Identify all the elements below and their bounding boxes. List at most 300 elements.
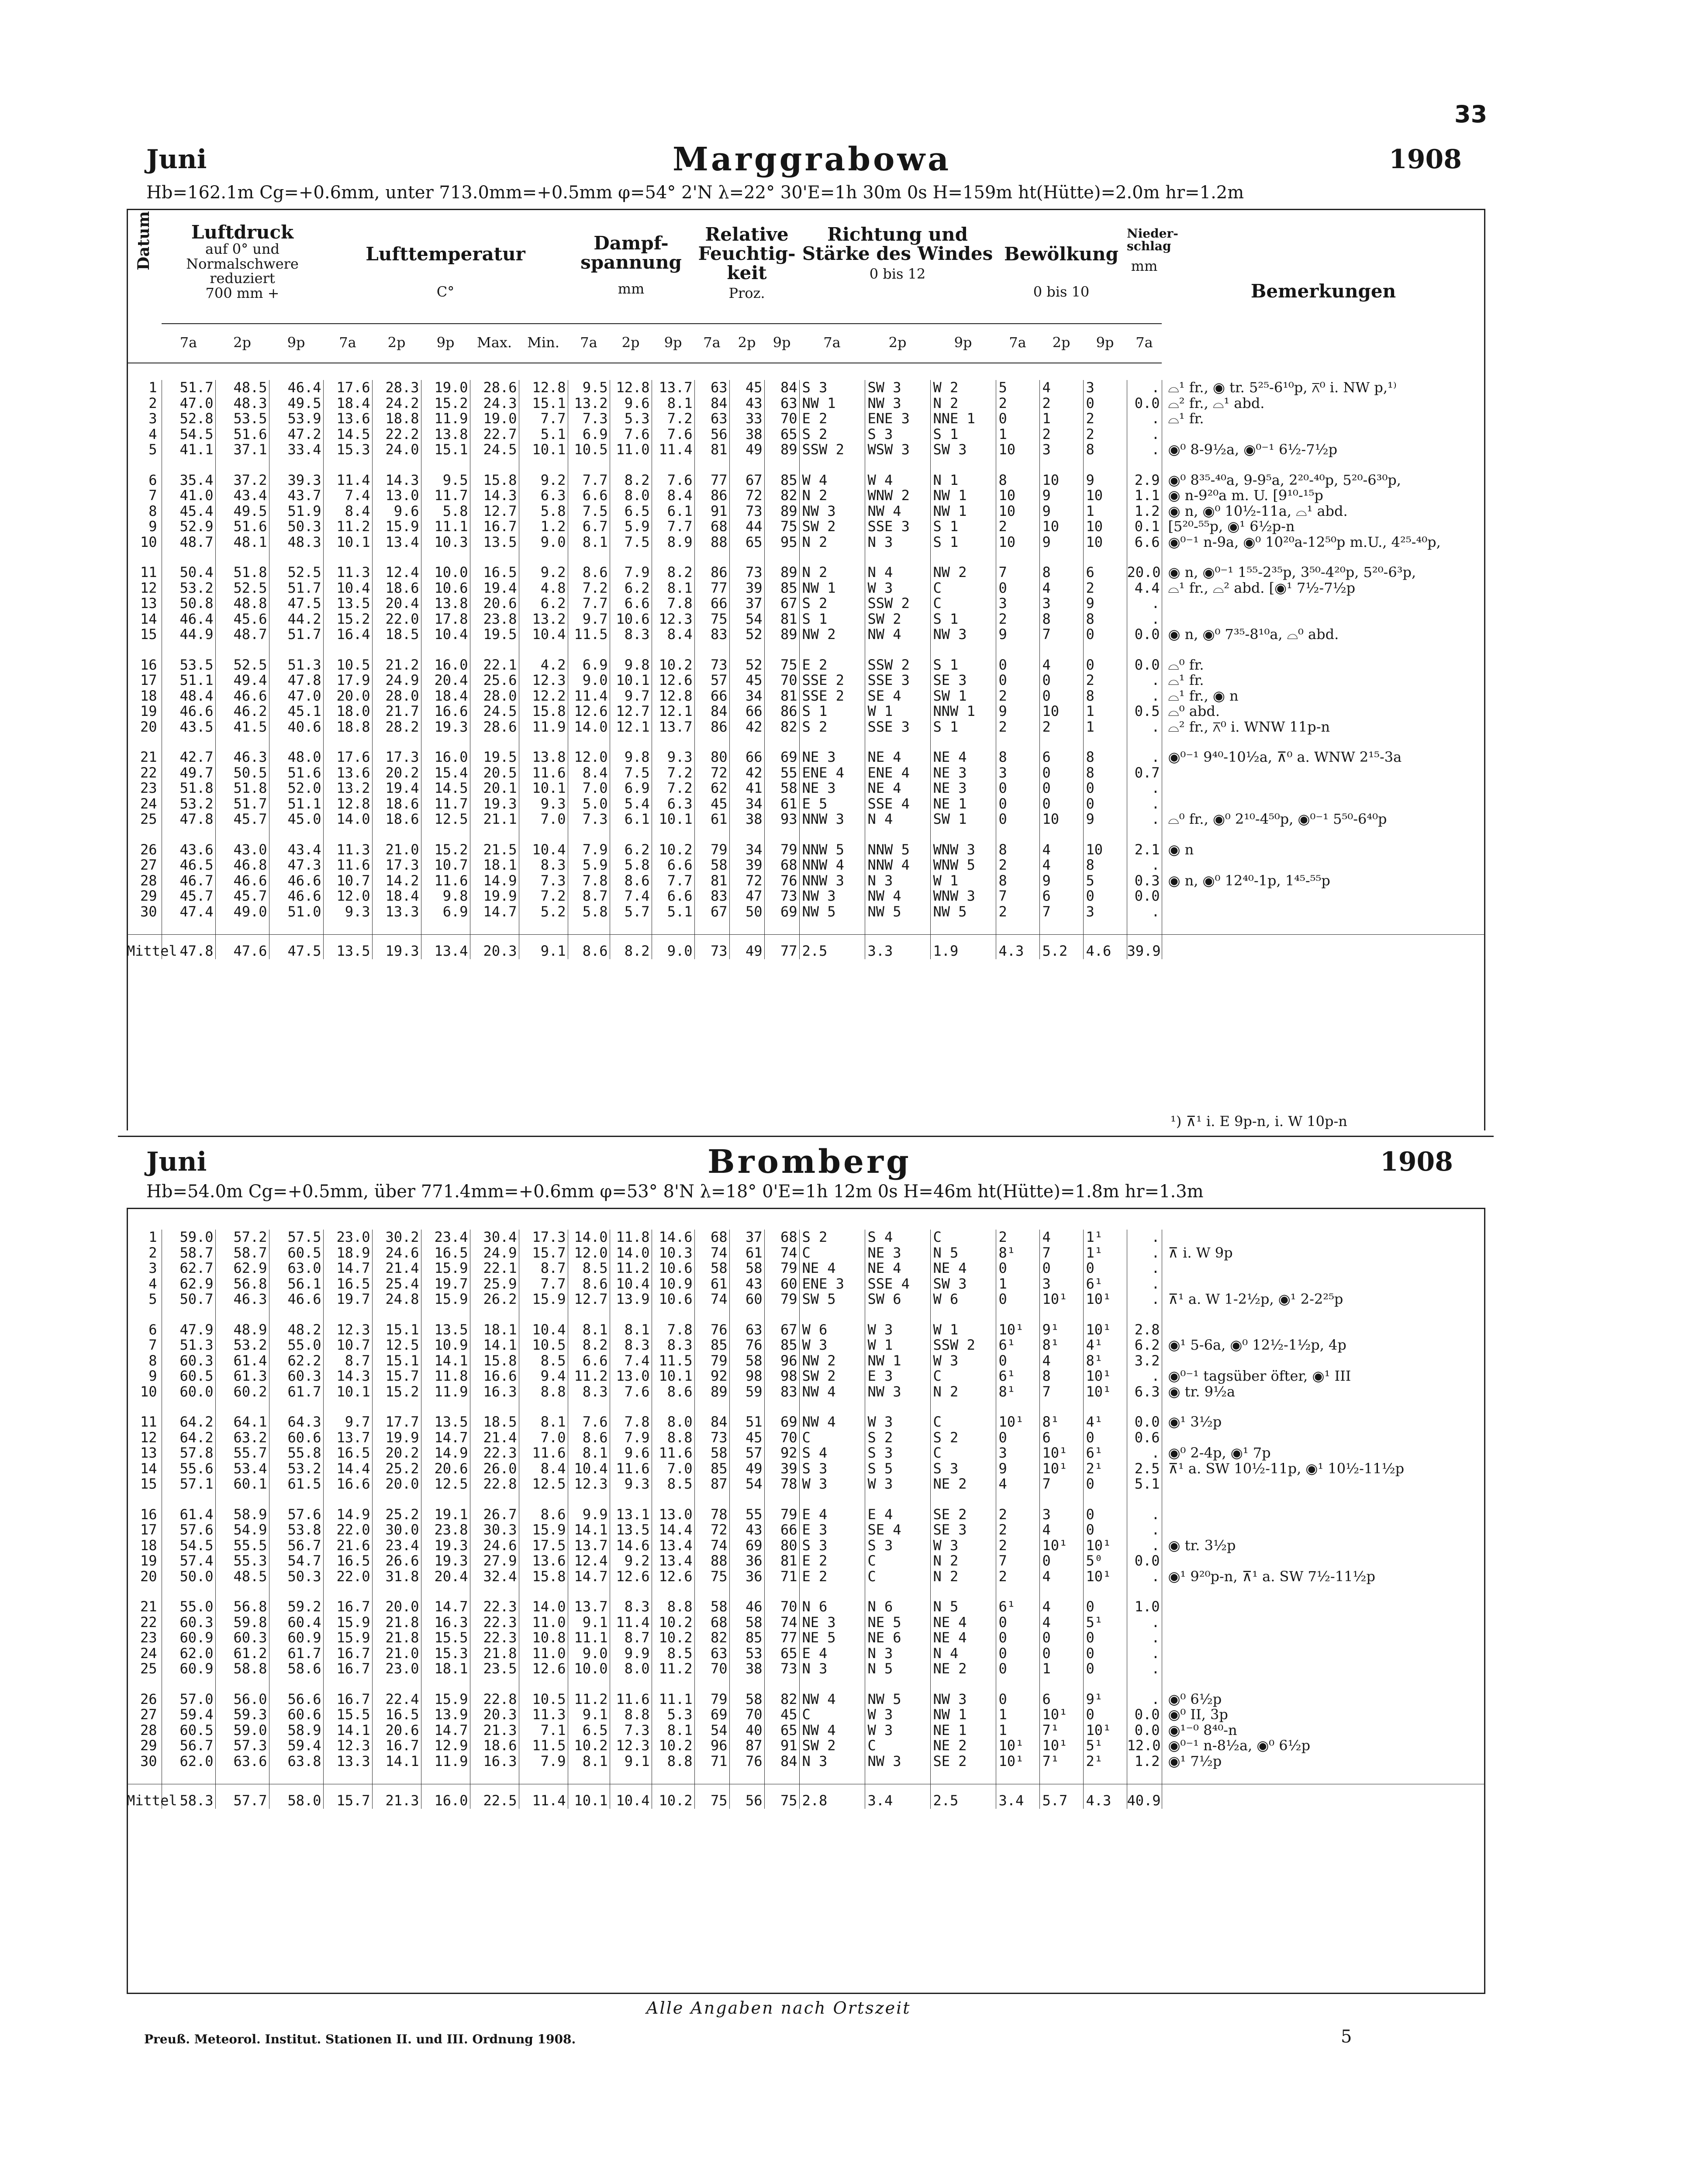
bromberg-cell: 25.4	[372, 1276, 421, 1292]
marggrabowa-cell: 83	[694, 888, 729, 904]
marggrabowa-cell: 20.0	[1127, 565, 1162, 581]
bromberg-cell: 4	[996, 1476, 1039, 1507]
bromberg-cell: S 4	[799, 1445, 865, 1461]
bromberg-cell: 13.1	[610, 1507, 652, 1523]
marggrabowa-cell: 10	[996, 442, 1039, 473]
bromberg-cell: 0	[1039, 1646, 1083, 1662]
marggrabowa-cell: 77	[764, 935, 799, 959]
marggrabowa-cell: 70	[764, 411, 799, 427]
marggrabowa-cell: 12.2	[519, 688, 568, 704]
marggrabowa-cell: NE 1	[930, 796, 996, 812]
bromberg-cell: 43	[729, 1522, 764, 1538]
bromberg-cell: 84	[764, 1754, 799, 1784]
bromberg-cell: 14.0	[610, 1245, 652, 1261]
bromberg-cell: 4	[1039, 1569, 1083, 1600]
bromberg-cell: 13.3	[323, 1754, 372, 1784]
marggrabowa-cell: 44.9	[162, 627, 215, 657]
marggrabowa-cell: 6.6	[1127, 535, 1162, 565]
marggrabowa-cell: 28.0	[372, 688, 421, 704]
bromberg-cell: 60.9	[162, 1661, 215, 1692]
bromberg-cell: 57.6	[269, 1507, 323, 1523]
bromberg-cell: 0	[1083, 1707, 1127, 1723]
bromberg-cell: 18.1	[470, 1322, 519, 1338]
dampf-unit: mm	[618, 280, 645, 297]
marggrabowa-cell: 11.0	[610, 442, 652, 473]
marggrabowa-cell: 18.6	[372, 812, 421, 842]
table-row	[127, 596, 1485, 612]
marggrabowa-cell: .	[1127, 719, 1162, 750]
marggrabowa-cell: 7.7	[652, 519, 694, 535]
marggrabowa-cell: 86	[694, 488, 729, 504]
bromberg-cell: 7.8	[652, 1322, 694, 1338]
bromberg-cell: 10¹	[1039, 1445, 1083, 1461]
bromberg-cell: 7	[996, 1553, 1039, 1569]
bromberg-cell: SE 4	[865, 1522, 930, 1538]
table-row	[127, 904, 1485, 935]
bromberg-cell: 22.8	[470, 1692, 519, 1707]
bromberg-cell: SE 3	[930, 1522, 996, 1538]
sub-luftdruck-2p: 2p	[233, 334, 251, 351]
marggrabowa-cell: 0	[996, 781, 1039, 796]
marggrabowa-cell: 12	[127, 581, 162, 596]
marggrabowa-cell: 6.9	[421, 904, 470, 935]
bromberg-cell: 10¹	[1083, 1384, 1127, 1415]
marggrabowa-cell: 17.9	[323, 673, 372, 688]
marggrabowa-cell: 51.7	[269, 627, 323, 657]
bromberg-cell: 7.8	[610, 1414, 652, 1430]
marggrabowa-cell: 4	[1039, 842, 1083, 858]
bromberg-cell: ◉¹ 9²⁰p-n, ⊼¹ a. SW 7½-11½p	[1162, 1569, 1485, 1600]
bromberg-cell: 6¹	[996, 1599, 1039, 1615]
marggrabowa-cell: 6.3	[519, 488, 568, 504]
bromberg-cell: 9	[996, 1461, 1039, 1477]
table-row	[127, 1430, 1485, 1446]
marggrabowa-cell: 10.4	[519, 842, 568, 858]
marggrabowa-cell: 1	[1083, 719, 1127, 750]
bromberg-cell: 10.9	[652, 1276, 694, 1292]
bromberg-cell: S 3	[865, 1445, 930, 1461]
bromberg-cell: 14.7	[421, 1723, 470, 1738]
bromberg-cell: 21.8	[372, 1630, 421, 1646]
marggrabowa-cell: NNW 5	[865, 842, 930, 858]
marggrabowa-cell: 6.1	[610, 812, 652, 842]
bromberg-cell: .	[1127, 1692, 1162, 1707]
marggrabowa-cell: 49.5	[215, 504, 269, 519]
bromberg-cell: 2.5	[930, 1784, 996, 1809]
bromberg-cell: 7.6	[568, 1414, 610, 1430]
marggrabowa-cell: 13.5	[470, 535, 519, 565]
bromberg-cell: 8.5	[652, 1646, 694, 1662]
bromberg-cell: 3	[1039, 1507, 1083, 1523]
bromberg-cell: 23.8	[421, 1522, 470, 1538]
bromberg-cell: 13.9	[610, 1292, 652, 1322]
marggrabowa-cell: NE 3	[799, 781, 865, 796]
bromberg-cell: 11	[127, 1414, 162, 1430]
marggrabowa-cell: 10.5	[568, 442, 610, 473]
bromberg-cell: 58	[729, 1692, 764, 1707]
marggrabowa-cell: C	[930, 596, 996, 612]
table-row	[127, 1599, 1485, 1615]
bromberg-cell: 10.4	[610, 1784, 652, 1809]
bromberg-cell: .	[1127, 1261, 1162, 1276]
bromberg-cell: 14.0	[519, 1599, 568, 1615]
marggrabowa-cell: 6.9	[568, 427, 610, 442]
bromberg-cell: 60.5	[269, 1245, 323, 1261]
marggrabowa-cell: 89	[764, 627, 799, 657]
marggrabowa-cell: 22	[127, 765, 162, 781]
marggrabowa-cell: 4	[1039, 581, 1083, 596]
marggrabowa-cell: ◉⁰ 8-9½a, ◉⁰⁻¹ 6½-7½p	[1162, 442, 1485, 473]
marggrabowa-cell: 0	[996, 673, 1039, 688]
bromberg-cell: 9.9	[610, 1646, 652, 1662]
bromberg-cell: 62.7	[162, 1261, 215, 1276]
marggrabowa-cell: 8.0	[610, 488, 652, 504]
marggrabowa-cell: SE 3	[930, 673, 996, 688]
marggrabowa-cell: 8.1	[568, 535, 610, 565]
bromberg-cell: 56.1	[269, 1276, 323, 1292]
bromberg-cell: ◉¹ 7½p	[1162, 1754, 1485, 1784]
bromberg-cell: 65	[764, 1723, 799, 1738]
marggrabowa-cell: 8.2	[610, 935, 652, 959]
table-row	[127, 1245, 1485, 1261]
bromberg-cell: 57	[729, 1445, 764, 1461]
table-row	[127, 565, 1485, 581]
marggrabowa-cell: 9.8	[421, 888, 470, 904]
bromberg-cell	[1162, 1615, 1485, 1631]
marggrabowa-cell: 50.8	[162, 596, 215, 612]
marggrabowa-cell: 24.3	[470, 396, 519, 411]
marggrabowa-cell: 41.1	[162, 442, 215, 473]
marggrabowa-cell: 3.3	[865, 935, 930, 959]
bromberg-cell: 55.6	[162, 1461, 215, 1477]
marggrabowa-cell: 84	[694, 704, 729, 719]
bromberg-cell: 62.0	[162, 1754, 215, 1784]
marggrabowa-cell: 8.4	[652, 488, 694, 504]
bromberg-cell: 25.2	[372, 1507, 421, 1523]
marggrabowa-cell: 52.5	[215, 657, 269, 673]
marggrabowa-cell: .	[1127, 857, 1162, 873]
bromberg-cell: 61.2	[215, 1646, 269, 1662]
bromberg-cell: 1¹	[1083, 1245, 1127, 1261]
footer-institute: Preuß. Meteorol. Institut. Stationen II. und III. Ordnung 1908.	[144, 2032, 576, 2046]
bromberg-cell: N 2	[930, 1569, 996, 1600]
bromberg-cell	[1162, 1646, 1485, 1662]
marggrabowa-cell: C	[930, 581, 996, 596]
bromberg-cell	[1162, 1476, 1485, 1507]
marggrabowa-cell: 10.5	[323, 657, 372, 673]
bromberg-cell: 15.9	[519, 1292, 568, 1322]
marggrabowa-cell: 67	[694, 904, 729, 935]
marggrabowa-cell: 10.3	[421, 535, 470, 565]
marggrabowa-cell: SE 4	[865, 688, 930, 704]
bromberg-cell: 18.5	[470, 1414, 519, 1430]
marggrabowa-cell: 7.9	[568, 842, 610, 858]
table-row	[127, 842, 1485, 858]
marggrabowa-cell: 13.8	[421, 427, 470, 442]
marggrabowa-cell: 0	[996, 657, 1039, 673]
bromberg-cell: 10¹	[1039, 1461, 1083, 1477]
marggrabowa-cell: 5	[127, 442, 162, 473]
marggrabowa-cell: 63	[764, 396, 799, 411]
marggrabowa-cell: 11.7	[421, 796, 470, 812]
bromberg-cell: 1	[996, 1276, 1039, 1292]
bromberg-cell: 21.0	[372, 1646, 421, 1662]
bromberg-cell: 9¹	[1039, 1322, 1083, 1338]
bromberg-cell: 21.3	[470, 1723, 519, 1738]
marggrabowa-cell: 40.6	[269, 719, 323, 750]
marggrabowa-cell: 9	[1039, 488, 1083, 504]
marggrabowa-cell: 39	[729, 857, 764, 873]
bromberg-cell: 22	[127, 1615, 162, 1631]
bromberg-cell: 8.0	[652, 1414, 694, 1430]
bromberg-cell: 15.5	[323, 1707, 372, 1723]
data-table-bromberg	[127, 1230, 1485, 1809]
bromberg-cell: 19.9	[372, 1430, 421, 1446]
bromberg-cell: 63.2	[215, 1430, 269, 1446]
bromberg-cell: E 2	[799, 1553, 865, 1569]
bromberg-cell: 14.3	[323, 1368, 372, 1384]
bromberg-cell: 57.7	[215, 1784, 269, 1809]
marggrabowa-cell: 83	[694, 627, 729, 657]
marggrabowa-cell: 89	[764, 565, 799, 581]
bromberg-cell: 15.2	[372, 1384, 421, 1415]
marggrabowa-cell: W 2	[930, 380, 996, 396]
marggrabowa-cell: 50.4	[162, 565, 215, 581]
bromberg-cell: 0.0	[1127, 1723, 1162, 1738]
bromberg-cell: SW 5	[799, 1292, 865, 1322]
table-row	[127, 1261, 1485, 1276]
marggrabowa-cell: 45.1	[269, 704, 323, 719]
marggrabowa-cell: S 1	[930, 519, 996, 535]
marggrabowa-cell: SSE 4	[865, 796, 930, 812]
marggrabowa-cell: 18.1	[470, 857, 519, 873]
bromberg-cell: 2¹	[1083, 1754, 1127, 1784]
marggrabowa-cell: S 1	[930, 657, 996, 673]
table-row	[127, 1553, 1485, 1569]
bromberg-cell: 1	[996, 1707, 1039, 1723]
marggrabowa-cell: 12.3	[519, 673, 568, 688]
bromberg-cell: 32.4	[470, 1569, 519, 1600]
bromberg-cell: 27.9	[470, 1553, 519, 1569]
marggrabowa-cell: 48.4	[162, 688, 215, 704]
bromberg-cell: 64.1	[215, 1414, 269, 1430]
marggrabowa-cell: E 5	[799, 796, 865, 812]
marggrabowa-cell: 13.6	[323, 765, 372, 781]
marggrabowa-cell: WNW 2	[865, 488, 930, 504]
bromberg-cell: 8.8	[652, 1430, 694, 1446]
bromberg-cell: 46	[729, 1599, 764, 1615]
bromberg-cell: 10¹	[1083, 1292, 1127, 1322]
year-label-1: 1908	[1389, 144, 1462, 175]
bromberg-cell: 55.7	[215, 1445, 269, 1461]
marggrabowa-cell	[1162, 427, 1485, 442]
marggrabowa-cell: 12.7	[610, 704, 652, 719]
marggrabowa-cell: 10.6	[610, 612, 652, 627]
table-row	[127, 581, 1485, 596]
marggrabowa-cell: 19.3	[372, 935, 421, 959]
bromberg-cell: 27	[127, 1707, 162, 1723]
bromberg-cell: 57.1	[162, 1476, 215, 1507]
sub-feuchte-2p: 2p	[738, 334, 756, 351]
marggrabowa-cell: 0	[1083, 888, 1127, 904]
marggrabowa-cell: 17.3	[372, 857, 421, 873]
bromberg-cell: C	[930, 1230, 996, 1245]
bromberg-cell: .	[1127, 1630, 1162, 1646]
marggrabowa-cell: 10	[1039, 519, 1083, 535]
marggrabowa-cell: 19.9	[470, 888, 519, 904]
bromberg-cell: 10¹	[996, 1414, 1039, 1430]
marggrabowa-cell: 21.1	[470, 812, 519, 842]
marggrabowa-cell: 46.7	[162, 873, 215, 889]
bromberg-cell: 50.7	[162, 1292, 215, 1322]
marggrabowa-cell: W 4	[799, 473, 865, 488]
marggrabowa-cell: 16.5	[470, 565, 519, 581]
bromberg-cell: 3.2	[1127, 1353, 1162, 1369]
marggrabowa-cell: 9.5	[568, 380, 610, 396]
bromberg-cell: 16.5	[323, 1553, 372, 1569]
marggrabowa-cell: 7.7	[568, 596, 610, 612]
marggrabowa-cell: 16.0	[421, 750, 470, 765]
marggrabowa-cell: 10.4	[421, 627, 470, 657]
marggrabowa-cell: 38	[729, 812, 764, 842]
bromberg-cell: 20.0	[372, 1599, 421, 1615]
marggrabowa-cell: 8.4	[323, 504, 372, 519]
marggrabowa-cell: SSE 2	[799, 688, 865, 704]
marggrabowa-cell: 19.0	[470, 411, 519, 427]
marggrabowa-cell: 52.9	[162, 519, 215, 535]
bromberg-cell: 22.0	[323, 1522, 372, 1538]
bromberg-cell: NW 3	[865, 1384, 930, 1415]
bromberg-cell: 57.2	[215, 1230, 269, 1245]
month-label-2: Juni	[146, 1147, 207, 1177]
marggrabowa-cell: ⌓² fr., ⊼⁰ i. WNW 11p-n	[1162, 719, 1485, 750]
marggrabowa-cell: 10	[1039, 812, 1083, 842]
marggrabowa-cell: W 3	[865, 581, 930, 596]
table-row	[127, 1322, 1485, 1338]
bromberg-cell: 10.2	[568, 1738, 610, 1754]
marggrabowa-cell: 7	[996, 565, 1039, 581]
bromberg-cell: 7.0	[519, 1430, 568, 1446]
bromberg-cell: 8.5	[519, 1353, 568, 1369]
bromberg-cell: 4	[1039, 1522, 1083, 1538]
marggrabowa-cell: 89	[764, 504, 799, 519]
bromberg-cell: 26.2	[470, 1292, 519, 1322]
marggrabowa-cell: N 2	[799, 488, 865, 504]
marggrabowa-cell: 76	[764, 873, 799, 889]
bromberg-cell: 38	[729, 1661, 764, 1692]
marggrabowa-cell	[1162, 765, 1485, 781]
marggrabowa-cell: 2.1	[1127, 842, 1162, 858]
bromberg-cell: 8¹	[1039, 1414, 1083, 1430]
bromberg-cell: 58.7	[162, 1245, 215, 1261]
marggrabowa-cell: 2	[996, 857, 1039, 873]
marggrabowa-cell: 45.7	[215, 812, 269, 842]
bromberg-cell: 8.7	[519, 1261, 568, 1276]
bromberg-cell: 22.5	[470, 1784, 519, 1809]
bromberg-cell: 22.8	[470, 1476, 519, 1507]
marggrabowa-cell: 48.8	[215, 596, 269, 612]
marggrabowa-cell: 34	[729, 796, 764, 812]
bromberg-cell: 10¹	[1083, 1569, 1127, 1600]
marggrabowa-cell: 11.3	[323, 842, 372, 858]
marggrabowa-cell: 53.9	[269, 411, 323, 427]
marggrabowa-cell: 21	[127, 750, 162, 765]
marggrabowa-cell: 50	[729, 904, 764, 935]
marggrabowa-cell: 14.2	[372, 873, 421, 889]
bromberg-cell: 46.6	[269, 1292, 323, 1322]
marggrabowa-cell: 12.0	[323, 888, 372, 904]
marggrabowa-cell: 11.6	[421, 873, 470, 889]
bromberg-cell: 7¹	[1039, 1723, 1083, 1738]
marggrabowa-cell: 2	[996, 396, 1039, 411]
bromberg-cell: 72	[694, 1522, 729, 1538]
marggrabowa-cell: S 2	[799, 427, 865, 442]
marggrabowa-cell: 57	[694, 673, 729, 688]
bromberg-cell: 70	[764, 1599, 799, 1615]
bromberg-cell: 14.7	[323, 1261, 372, 1276]
marggrabowa-cell: 8	[1039, 565, 1083, 581]
bromberg-cell: 14.4	[323, 1461, 372, 1477]
marggrabowa-cell: 0.0	[1127, 396, 1162, 411]
sub-bew-9p: 9p	[1096, 334, 1114, 351]
marggrabowa-cell: 39.9	[1127, 935, 1162, 959]
bromberg-cell: 16.7	[323, 1692, 372, 1707]
marggrabowa-cell: 51.7	[269, 581, 323, 596]
bromberg-cell: SW 6	[865, 1292, 930, 1322]
marggrabowa-cell: 0	[1083, 796, 1127, 812]
bromberg-cell: .	[1127, 1368, 1162, 1384]
marggrabowa-cell: 47.6	[215, 935, 269, 959]
bromberg-cell: 20.6	[421, 1461, 470, 1477]
marggrabowa-cell: 46.6	[162, 704, 215, 719]
marggrabowa-cell: 66	[694, 596, 729, 612]
bromberg-cell: 8.2	[568, 1337, 610, 1353]
marggrabowa-cell: 39.3	[269, 473, 323, 488]
bromberg-cell: 47.9	[162, 1322, 215, 1338]
bromberg-cell: 9.2	[610, 1553, 652, 1569]
marggrabowa-cell: 28	[127, 873, 162, 889]
marggrabowa-cell: 7.7	[652, 873, 694, 889]
bromberg-cell: 8.1	[568, 1445, 610, 1461]
bromberg-cell: 18	[127, 1538, 162, 1554]
marggrabowa-cell: NE 3	[930, 765, 996, 781]
marggrabowa-cell: 10	[1083, 519, 1127, 535]
marggrabowa-cell: 13.3	[372, 904, 421, 935]
bromberg-cell	[1162, 1522, 1485, 1538]
bromberg-cell: 96	[764, 1353, 799, 1369]
bromberg-cell: S 4	[865, 1230, 930, 1245]
marggrabowa-cell: 5.4	[610, 796, 652, 812]
bromberg-cell: 78	[764, 1476, 799, 1507]
bromberg-cell: 3	[127, 1261, 162, 1276]
bromberg-cell: 18.6	[470, 1738, 519, 1754]
marggrabowa-cell: S 3	[865, 427, 930, 442]
marggrabowa-cell: NW 1	[799, 581, 865, 596]
bromberg-cell: 16.7	[323, 1599, 372, 1615]
bromberg-cell: 8.7	[610, 1630, 652, 1646]
marggrabowa-cell: 0.5	[1127, 704, 1162, 719]
marggrabowa-cell: 45.0	[269, 812, 323, 842]
marggrabowa-cell: 9.0	[519, 535, 568, 565]
bromberg-cell: 56	[729, 1784, 764, 1809]
marggrabowa-cell: 43.5	[162, 719, 215, 750]
bromberg-cell: 89	[694, 1384, 729, 1415]
marggrabowa-cell: 8	[1039, 612, 1083, 627]
marggrabowa-cell: 10	[1083, 488, 1127, 504]
marggrabowa-cell: 19.3	[470, 796, 519, 812]
marggrabowa-cell: 0	[996, 411, 1039, 427]
marggrabowa-cell: 6	[1039, 750, 1083, 765]
